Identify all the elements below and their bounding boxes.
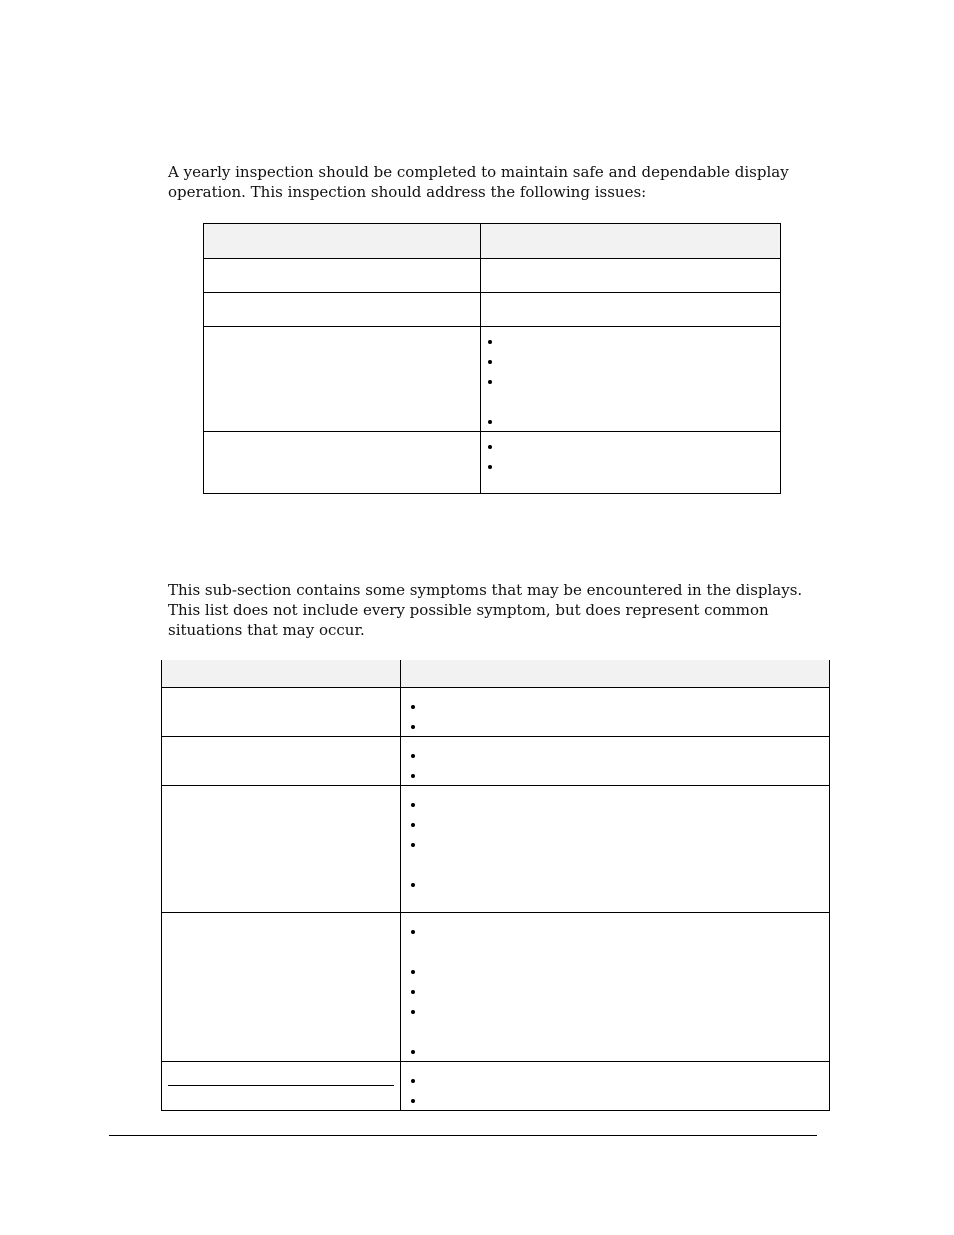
table-cell xyxy=(162,687,401,736)
bullet-item xyxy=(488,331,780,351)
bullet-item xyxy=(411,921,829,961)
table-cell xyxy=(204,432,481,494)
bullet-item xyxy=(411,1070,829,1090)
table-cell xyxy=(401,687,830,736)
table-cell xyxy=(401,912,830,1061)
table-row xyxy=(204,432,781,494)
table-cell xyxy=(162,1061,401,1110)
bullet-list xyxy=(401,913,829,1061)
header-cell xyxy=(162,660,401,687)
table-cell xyxy=(481,327,781,432)
table-cell xyxy=(204,259,481,293)
bullet-item xyxy=(488,456,780,476)
bullet-list xyxy=(481,327,780,431)
symptoms-intro-paragraph: This sub-section contains some symptoms that may be encountered in the displays. This list does not include every possible symptom, but does represent common situations that may occur. xyxy=(168,581,803,639)
table-row xyxy=(204,327,781,432)
bullet-item xyxy=(411,1041,829,1061)
bullet-item xyxy=(488,436,780,456)
table-header-row xyxy=(162,660,830,687)
table-cell xyxy=(401,785,830,912)
table-cell xyxy=(481,293,781,327)
bullet-list xyxy=(401,688,829,736)
bullet-item xyxy=(411,1090,829,1110)
bullet-item xyxy=(411,981,829,1001)
table-cell xyxy=(162,912,401,1061)
table-cell xyxy=(162,736,401,785)
table-cell xyxy=(204,293,481,327)
bullet-item xyxy=(411,765,829,785)
header-cell xyxy=(401,660,830,687)
table-row xyxy=(162,1061,830,1110)
bullet-item xyxy=(488,351,780,371)
bullet-item xyxy=(411,794,829,814)
inspection-intro-paragraph: A yearly inspection should be completed to maintain safe and dependable display operation. This inspection should address the following issues: xyxy=(168,163,789,201)
bullet-item xyxy=(411,696,829,716)
table-row xyxy=(162,736,830,785)
bullet-list xyxy=(481,432,780,476)
bullet-item xyxy=(411,716,829,736)
table-header-row xyxy=(204,224,781,259)
bullet-item xyxy=(411,961,829,981)
table-cell xyxy=(162,785,401,912)
bullet-list xyxy=(401,1062,829,1110)
table-row xyxy=(162,912,830,1061)
bullet-item xyxy=(411,1001,829,1041)
bullet-list xyxy=(401,786,829,894)
table-cell xyxy=(204,327,481,432)
header-cell xyxy=(481,224,781,259)
symptoms-table xyxy=(161,660,830,1111)
table-row xyxy=(162,785,830,912)
table-row xyxy=(204,293,781,327)
underline-rule xyxy=(168,1085,394,1086)
table-cell xyxy=(401,1061,830,1110)
table-cell xyxy=(401,736,830,785)
bullet-item xyxy=(411,834,829,874)
table-row xyxy=(162,687,830,736)
bullet-item xyxy=(488,371,780,411)
inspection-table xyxy=(203,223,781,494)
table-row xyxy=(204,259,781,293)
bullet-list xyxy=(401,737,829,785)
bullet-item xyxy=(411,814,829,834)
bullet-item xyxy=(488,411,780,431)
table-cell xyxy=(481,432,781,494)
table-cell xyxy=(481,259,781,293)
footer-rule xyxy=(109,1135,817,1136)
bullet-item xyxy=(411,745,829,765)
bullet-item xyxy=(411,874,829,894)
header-cell xyxy=(204,224,481,259)
